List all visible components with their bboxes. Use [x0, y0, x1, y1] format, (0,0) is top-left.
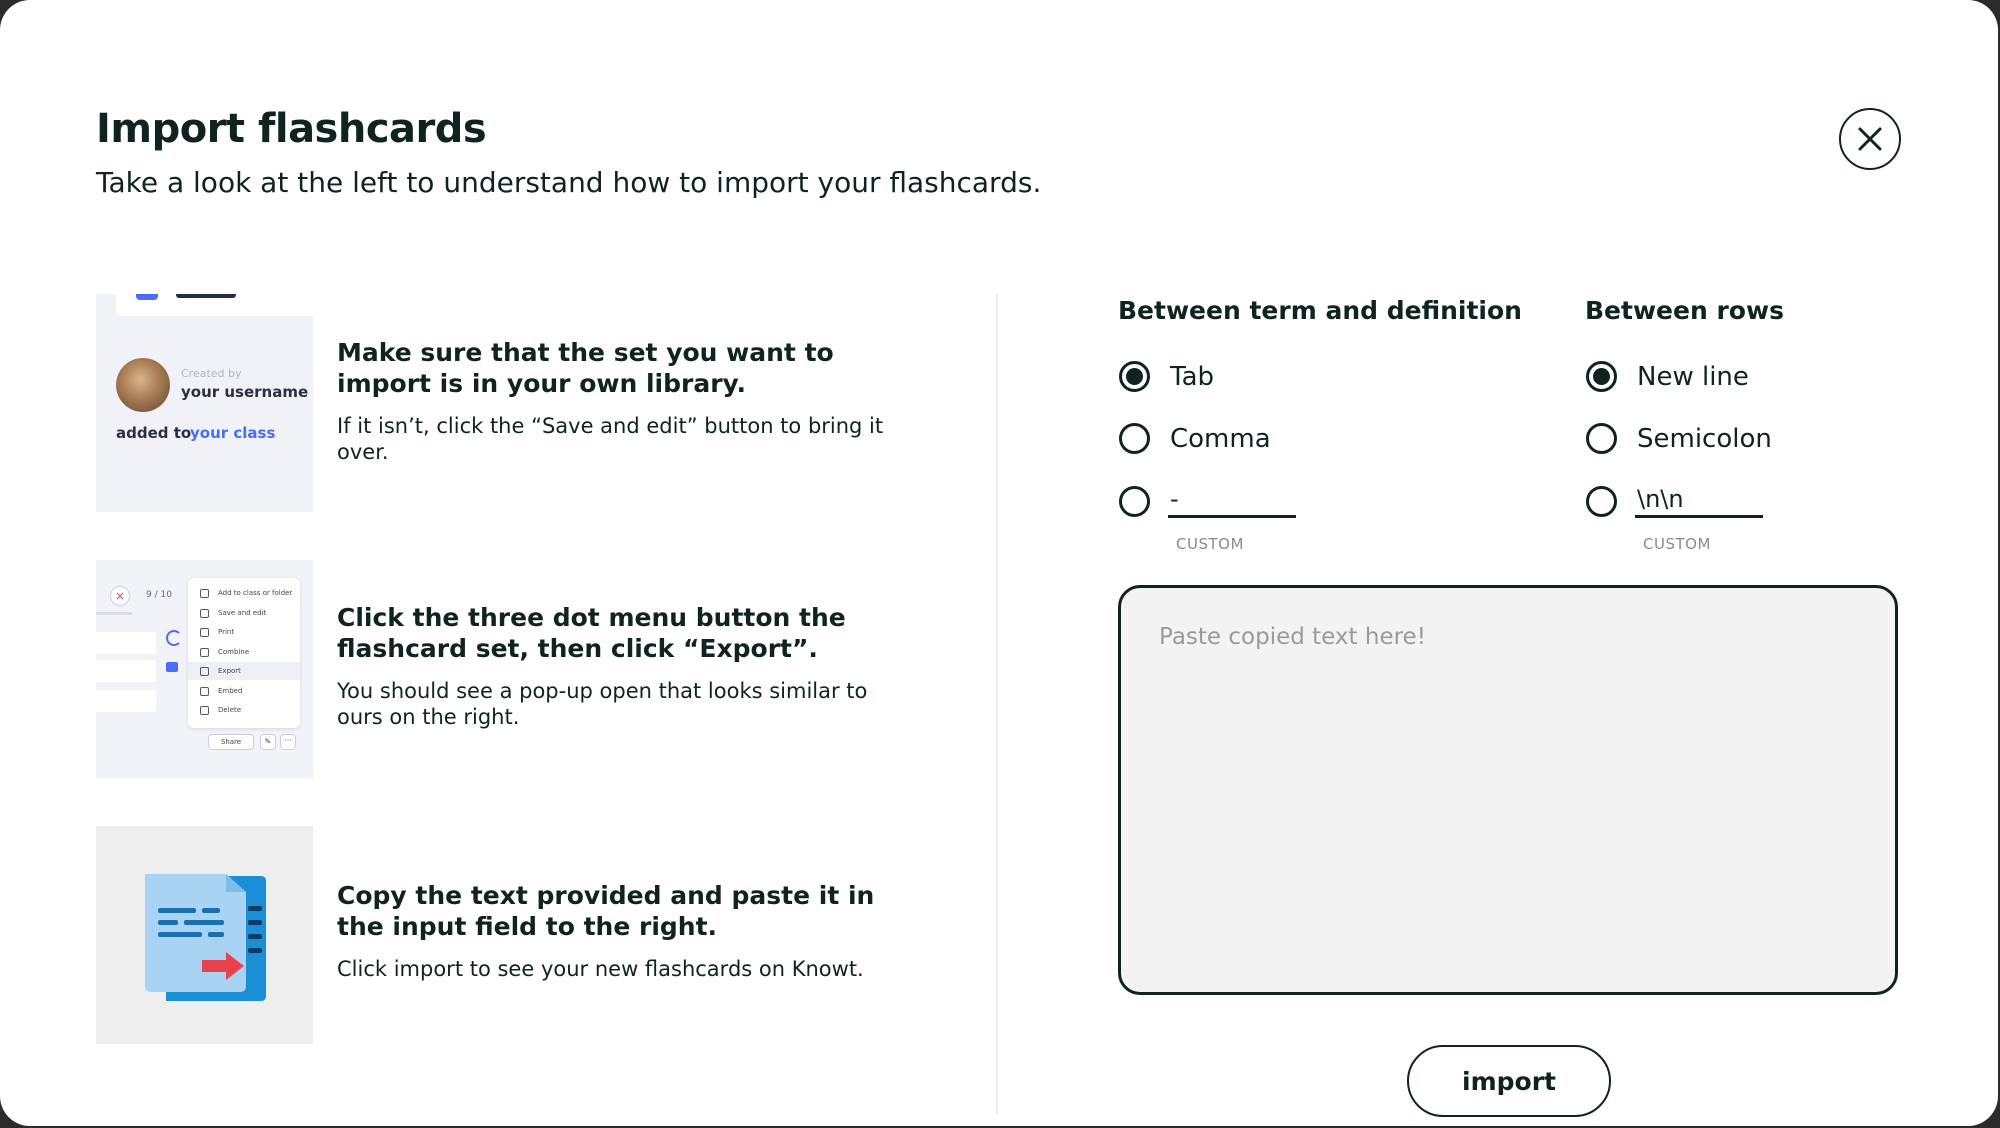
- thumb-menu-item-label: Export: [218, 667, 241, 675]
- row-option-new-line-label: New line: [1637, 361, 1749, 392]
- row-custom-caption: CUSTOM: [1643, 535, 1711, 553]
- step-3-heading: Copy the text provided and paste it in the input field to the right.: [337, 881, 875, 941]
- radio-unselected-icon: [1586, 486, 1617, 517]
- thumb-share-button: [208, 734, 254, 750]
- thumb-menu-item: [188, 604, 300, 622]
- created-by-label: Created by: [181, 367, 242, 380]
- thumb-menu-item-label: Save and edit: [218, 608, 267, 617]
- close-icon: [1857, 126, 1883, 152]
- library-screenshot-thumbnail: [96, 294, 313, 512]
- row-option-semicolon[interactable]: [1586, 423, 1772, 454]
- term-option-custom[interactable]: [1119, 485, 1296, 518]
- term-custom-input[interactable]: [1168, 485, 1296, 518]
- export-menu-thumbnail: [96, 560, 313, 778]
- column-divider: [996, 294, 998, 1114]
- radio-unselected-icon: [1586, 423, 1617, 454]
- term-option-comma[interactable]: [1119, 423, 1271, 454]
- step-1-body: If it isn’t, click the “Save and edit” button to bring it over.: [337, 414, 884, 464]
- instruction-step-1: [96, 294, 896, 512]
- thumb-menu-item-label: Print: [218, 628, 235, 636]
- thumb-share-label: Share: [220, 738, 242, 746]
- step-3-body: Click import to see your new flashcards on Knowt.: [337, 957, 864, 981]
- thumb-menu-item-icon: [200, 687, 209, 696]
- export-menu: [188, 578, 300, 728]
- step-1-heading: Make sure that the set you want to import is in your own library.: [337, 338, 834, 398]
- username-label: your username: [181, 383, 309, 401]
- thumb-menu-item-label: Delete: [218, 706, 241, 714]
- thumb-menu-item-label: Embed: [218, 686, 243, 695]
- thumb-menu-item-icon: [200, 706, 209, 715]
- instruction-step-2: [96, 560, 896, 778]
- thumb-menu-item-label: Add to class or folder: [218, 589, 293, 597]
- thumb-menu-item: [188, 701, 300, 719]
- term-option-comma-label: Comma: [1170, 423, 1271, 454]
- thumb-menu-item-icon: [200, 589, 209, 598]
- thumb-menu-item: [188, 662, 300, 680]
- thumb-refresh-icon: [166, 630, 182, 646]
- thumb-menu-item-icon: [200, 648, 209, 657]
- thumb-menu-item: [188, 584, 300, 602]
- term-custom-caption: CUSTOM: [1176, 535, 1244, 553]
- thumb-cards-icon: [166, 662, 178, 672]
- thumb-more-icon: ···: [280, 734, 296, 750]
- import-button[interactable]: import: [1407, 1045, 1611, 1117]
- thumb-edit-icon: ✎: [260, 734, 276, 750]
- term-separator-heading: Between term and definition: [1118, 296, 1522, 325]
- term-option-tab[interactable]: [1119, 361, 1214, 392]
- thumb-menu-item: [188, 682, 300, 700]
- added-to-label: added to: [116, 424, 192, 442]
- thumb-menu-item-icon: [200, 609, 209, 618]
- row-option-semicolon-label: Semicolon: [1637, 423, 1772, 454]
- row-option-custom[interactable]: [1586, 485, 1763, 518]
- modal-title: Import flashcards: [96, 106, 487, 152]
- radio-selected-icon: [1119, 361, 1150, 392]
- radio-selected-icon: [1586, 361, 1617, 392]
- row-separator-heading: Between rows: [1585, 296, 1784, 325]
- instruction-step-3: [96, 826, 896, 1044]
- thumb-topbar: [116, 294, 313, 316]
- row-custom-input[interactable]: [1635, 485, 1763, 518]
- close-button[interactable]: [1839, 108, 1901, 170]
- copy-paste-illustration: [96, 826, 313, 1044]
- thumb-menu-item-icon: [200, 667, 209, 676]
- radio-unselected-icon: [1119, 486, 1150, 517]
- thumb-menu-item-label: Combine: [218, 647, 250, 656]
- paste-text-area[interactable]: [1118, 585, 1898, 995]
- thumb-close-icon: ×: [110, 586, 130, 606]
- step-1-text: [337, 337, 897, 465]
- step-2-body: You should see a pop-up open that looks similar to ours on the right.: [337, 679, 868, 729]
- step-2-heading: Click the three dot menu button the flashcard set, then click “Export”.: [337, 603, 846, 663]
- thumb-menu-item: [188, 643, 300, 661]
- step-2-text: [337, 602, 897, 730]
- your-class-label: your class: [190, 424, 276, 442]
- avatar: [116, 358, 170, 412]
- document-copy-icon: [96, 826, 313, 1044]
- thumb-menu-item-icon: [200, 628, 209, 637]
- term-option-tab-label: Tab: [1170, 361, 1215, 392]
- radio-unselected-icon: [1119, 423, 1150, 454]
- thumb-counter: 9 / 10: [146, 590, 172, 600]
- row-option-new-line[interactable]: [1586, 361, 1749, 392]
- modal-subtitle: Take a look at the left to understand how to import your flashcards.: [96, 166, 1042, 199]
- step-3-text: [337, 880, 897, 982]
- thumb-menu-item: [188, 623, 300, 641]
